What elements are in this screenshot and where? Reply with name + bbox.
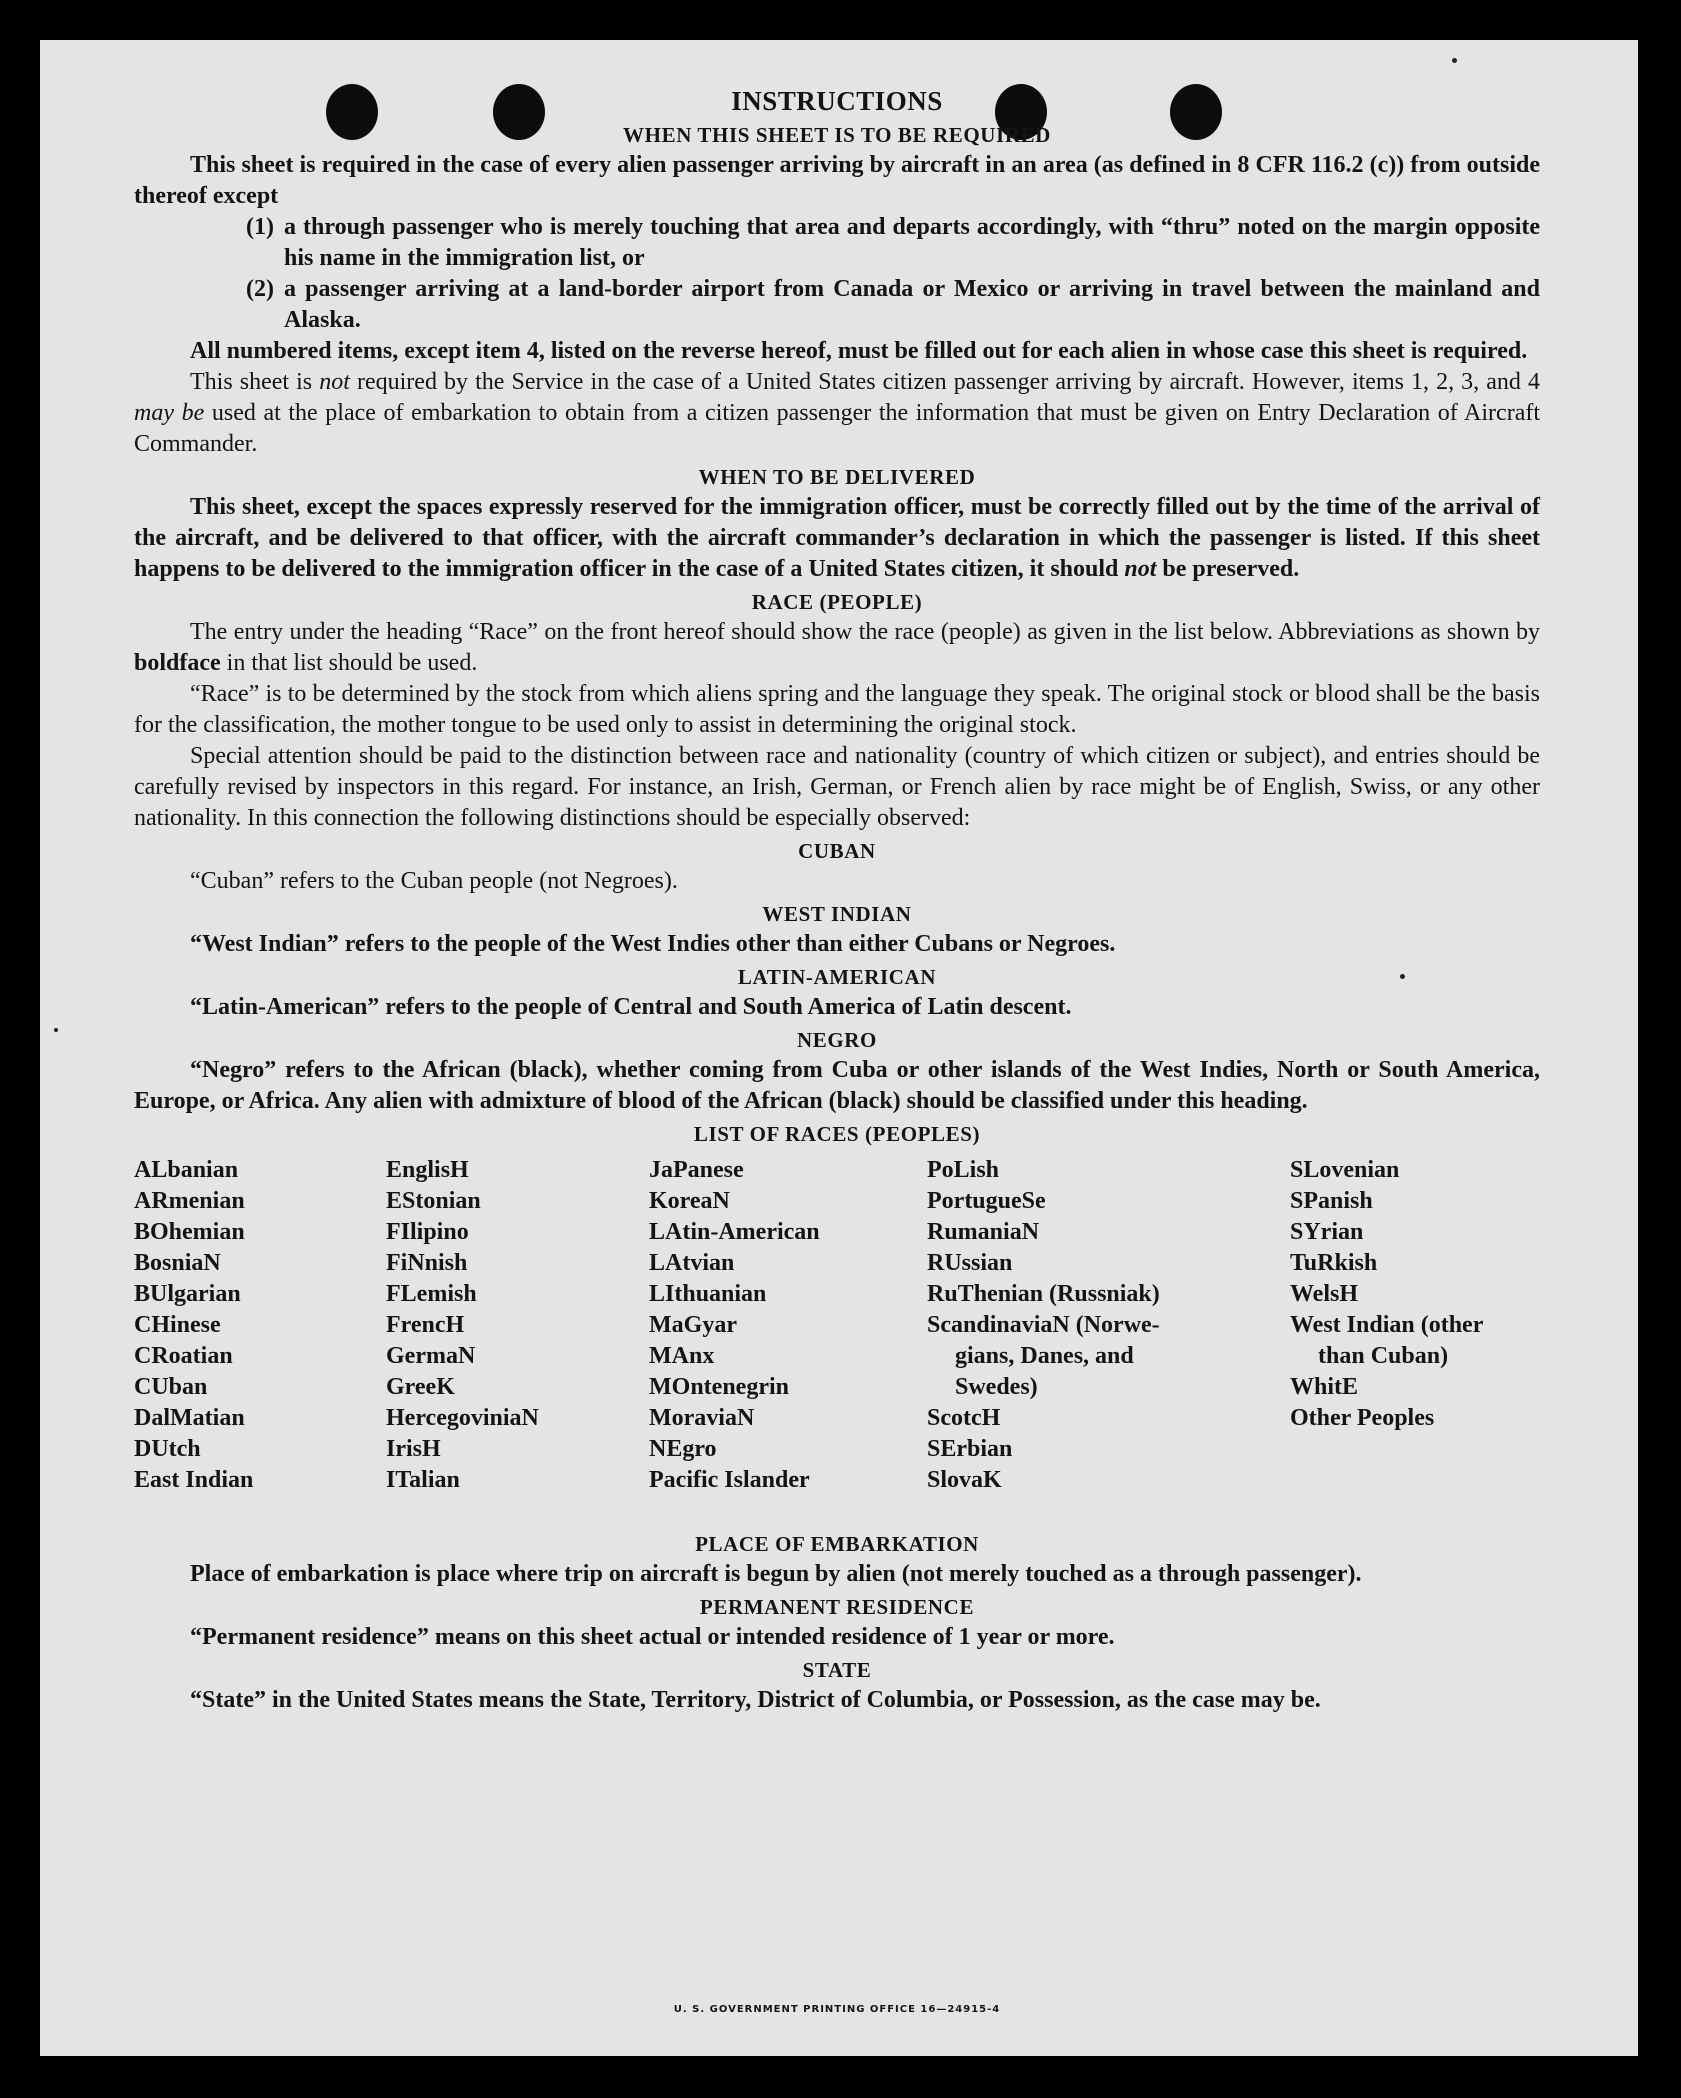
race-list-item: IrisH (386, 1436, 441, 1462)
heading-when-delivered: WHEN TO BE DELIVERED (698, 465, 976, 489)
text-run: The entry under the heading “Race” on the front hereof should show the race (people) as given in the list below. Abbreviations as shown by (190, 619, 1540, 645)
ink-speck (1452, 58, 1457, 63)
race-list-item: KoreaN (649, 1188, 730, 1214)
document-page (40, 40, 1638, 2056)
race-list-item: CRoatian (134, 1343, 233, 1369)
heading-negro: NEGRO (796, 1028, 877, 1052)
race-list-item: EnglisH (386, 1157, 469, 1183)
race-list-item: FLemish (386, 1281, 477, 1307)
heading-permanent-residence: PERMANENT RESIDENCE (699, 1595, 975, 1619)
race-list-item: ALbanian (134, 1157, 239, 1183)
emphasis-boldface: boldface (134, 650, 221, 676)
race-list-item: FrencH (386, 1312, 465, 1338)
race-list-item: ARmenian (134, 1188, 245, 1214)
race-list-item: CHinese (134, 1312, 221, 1338)
numbered-items-paragraph: All numbered items, except item 4, listed on the reverse hereof, must be filled out for each alien in whose case this sheet is required. (190, 338, 1528, 364)
race-list-item: PoLish (927, 1157, 1000, 1183)
race-list-item: RumaniaN (927, 1219, 1040, 1245)
race-list-item: JaPanese (649, 1157, 744, 1183)
printing-office-imprint: U. S. GOVERNMENT PRINTING OFFICE 16—24915-4 (673, 2004, 1001, 2015)
text-run: in that list should be used. (226, 650, 478, 676)
west-indian-definition: “West Indian” refers to the people of the West Indies other than either Cubans or Negroes. (190, 931, 1116, 957)
race-paragraph-3: Special attention should be paid to the distinction between race and nationality (country of which citizen or subject), and entries should be carefully revised by inspectors in this regard. For instance, an Irish, German, or French alien by race might be of English, Swiss, or any other nationality. In this connection the following distinctions should be especially observed: (134, 743, 1540, 831)
race-list-item: MOntenegrin (649, 1374, 789, 1400)
races-column (134, 1155, 253, 1496)
race-list-item: WelsH (1290, 1281, 1359, 1307)
text-run: This sheet is (190, 369, 313, 395)
race-list-item: HercegoviniaN (386, 1405, 539, 1431)
latin-american-definition: “Latin-American” refers to the people of Central and South America of Latin descent. (190, 994, 1072, 1020)
delivered-paragraph (134, 492, 1540, 585)
races-column (649, 1155, 820, 1496)
state-definition: “State” in the United States means the State, Territory, District of Columbia, or Possession, as the case may be. (190, 1687, 1321, 1713)
race-list-item: Swedes) (955, 1374, 1038, 1400)
race-list-item: Pacific Islander (649, 1467, 810, 1493)
race-list-item: East Indian (134, 1467, 254, 1493)
race-list-item: GreeK (386, 1374, 455, 1400)
exception-item-2 (134, 274, 1540, 336)
emphasis-may-be: may be (134, 400, 205, 426)
race-list-item: West Indian (other (1290, 1312, 1484, 1338)
race-list-item: ITalian (386, 1467, 460, 1493)
race-list-item: LIthuanian (649, 1281, 767, 1307)
race-list-item: BUlgarian (134, 1281, 241, 1307)
race-list-item: SErbian (927, 1436, 1013, 1462)
exception-item-1 (134, 212, 1540, 274)
citizen-paragraph (134, 367, 1540, 460)
page-title: INSTRUCTIONS (731, 86, 943, 116)
item-number: (1) (246, 214, 274, 240)
race-list-item: TuRkish (1290, 1250, 1378, 1276)
race-list-item: RUssian (927, 1250, 1013, 1276)
races-list (134, 1155, 1540, 1527)
race-list-item: SPanish (1290, 1188, 1373, 1214)
residence-definition: “Permanent residence” means on this sheet actual or intended residence of 1 year or more. (190, 1624, 1115, 1650)
heading-state: STATE (802, 1658, 872, 1682)
heading-when-required: WHEN THIS SHEET IS TO BE REQUIRED (623, 123, 1051, 147)
race-paragraph-2: “Race” is to be determined by the stock from which aliens spring and the language they speak. The original stock or blood shall be the basis for the classification, the mother tongue to be used only to assist in determining the original stock. (134, 681, 1540, 738)
race-list-item: LAtvian (649, 1250, 735, 1276)
text-run: This sheet, except the spaces expressly reserved for the immigration officer, must be correctly filled out by the time of the arrival of the aircraft, and be delivered to that officer, with the aircraft commander’s declaration in which the passenger is listed. If this sheet happens to be delivered to the immigration officer in the case of a United States citizen, it should (134, 494, 1540, 582)
negro-definition: “Negro” refers to the African (black), whether coming from Cuba or other islands of the West Indies, North or South America, Europe, or Africa. Any alien with admixture of blood of the African (black) should be classified under this heading. (134, 1057, 1540, 1114)
item-text: a through passenger who is merely touching that area and departs accordingly, with “thru” noted on the margin opposite his name in the immigration list, or (284, 214, 1540, 271)
races-column (386, 1155, 539, 1496)
race-list-item: FiNnish (386, 1250, 468, 1276)
heading-race: RACE (PEOPLE) (751, 590, 923, 614)
race-list-item: SYrian (1290, 1219, 1364, 1245)
heading-west-indian: WEST INDIAN (762, 902, 912, 926)
race-list-item: CUban (134, 1374, 208, 1400)
race-list-item: ScotcH (927, 1405, 1001, 1431)
instructions-content (134, 84, 1541, 2015)
race-list-item: gians, Danes, and (955, 1343, 1134, 1369)
text-run: required by the Service in the case of a United States citizen passenger arriving by aircraft. However, items 1, 2, 3, and 4 (356, 369, 1540, 395)
item-text: a passenger arriving at a land-border airport from Canada or Mexico or arriving in travel between the mainland and Alaska. (284, 276, 1540, 333)
races-column (1290, 1155, 1540, 1434)
race-list-item: ScandinaviaN (Norwe- (927, 1312, 1160, 1338)
race-list-item: LAtin-American (649, 1219, 820, 1245)
race-list-item: BOhemian (134, 1219, 245, 1245)
race-list-item: Other Peoples (1290, 1405, 1435, 1431)
heading-latin-american: LATIN-AMERICAN (737, 965, 937, 989)
race-list-item: MAnx (649, 1343, 715, 1369)
race-list-item: DalMatian (134, 1405, 245, 1431)
heading-embarkation: PLACE OF EMBARKATION (695, 1532, 979, 1556)
race-list-item: MaGyar (649, 1312, 737, 1338)
required-intro: This sheet is required in the case of every alien passenger arriving by aircraft in an area (as defined in 8 CFR 116.2 (c)) from outside thereof except (134, 152, 1540, 209)
race-list-item: RuThenian (Russniak) (927, 1281, 1160, 1307)
race-list-item: DUtch (134, 1436, 201, 1462)
race-list-item: BosniaN (134, 1250, 221, 1276)
race-list-item: than Cuban) (1318, 1343, 1449, 1369)
races-column (927, 1155, 1217, 1496)
race-list-item: FIlipino (386, 1219, 469, 1245)
ink-speck (54, 1028, 58, 1032)
emphasis-not: not (1124, 556, 1157, 582)
cuban-definition: “Cuban” refers to the Cuban people (not Negroes). (190, 868, 678, 894)
race-list-item: SlovaK (927, 1467, 1002, 1493)
embarkation-definition: Place of embarkation is place where trip on aircraft is begun by alien (not merely touched as a through passenger). (190, 1561, 1362, 1587)
text-run: used at the place of embarkation to obtain from a citizen passenger the information that must be given on Entry Declaration of Aircraft Commander. (134, 400, 1541, 457)
race-list-item: MoraviaN (649, 1405, 755, 1431)
race-list-item: SLovenian (1290, 1157, 1400, 1183)
item-number: (2) (246, 276, 274, 302)
race-list-item: GermaN (386, 1343, 476, 1369)
heading-cuban: CUBAN (798, 839, 876, 863)
race-list-item: WhitE (1290, 1374, 1359, 1400)
emphasis-not: not (319, 369, 350, 395)
heading-list-of-races: LIST OF RACES (PEOPLES) (693, 1122, 981, 1146)
race-paragraph-1 (134, 617, 1540, 679)
race-list-item: PortugueSe (927, 1188, 1046, 1214)
race-list-item: EStonian (386, 1188, 481, 1214)
race-list-item: NEgro (649, 1436, 717, 1462)
text-run: be preserved. (1162, 556, 1300, 582)
